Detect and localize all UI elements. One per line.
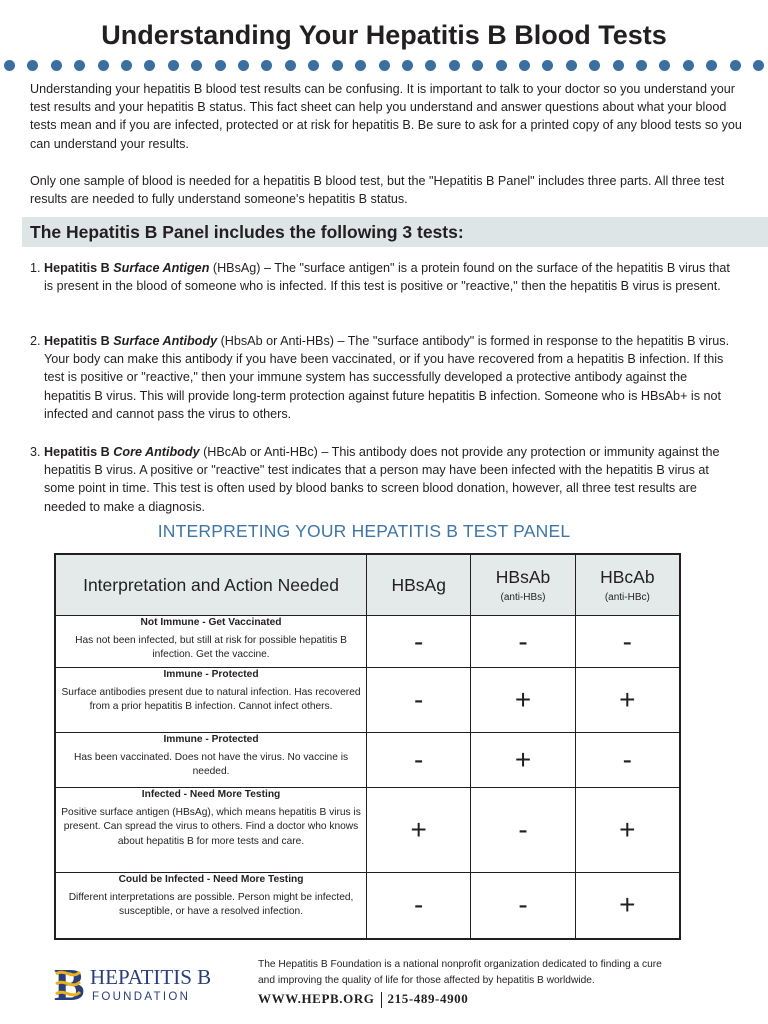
test-description: – The "surface antibody" is formed in response to the hepatitis B virus. Your body can make this antibody if you have been vaccinated, or if you have recovered from a hepatitis B infection. If this test is positive or "reactive," then your immune system has successfully developed a protective antibody against the hepatitis B virus. This will provide long-term protection against future hepatitis B infection. Someone who is HBsAb+ is not infected and cannot pass the virus to others.: [44, 334, 730, 421]
result-hbsab: +: [471, 733, 575, 788]
divider-dot: [215, 60, 226, 71]
result-hbsab: -: [471, 788, 575, 873]
result-hbcab: -: [575, 616, 680, 668]
hepatitis-b-foundation-logo: [54, 960, 234, 1006]
header-hbcab: [575, 554, 680, 616]
table-row: [55, 668, 680, 733]
divider-dot: [753, 60, 764, 71]
divider-dot: [51, 60, 62, 71]
table-row: [55, 873, 680, 939]
divider-dot: [27, 60, 38, 71]
test-description: – The "surface antigen" is a protein found on the surface of the hepatitis B virus that is present in the blood of someone who is infected. If this test is positive or "reactive," then the hepatitis B virus is present.: [44, 261, 730, 294]
test-item-surface-antigen: [30, 259, 730, 295]
divider-dot: [168, 60, 179, 71]
phone-number[interactable]: 215-489-4900: [387, 991, 469, 1006]
row-description: [55, 616, 367, 668]
divider-dot: [355, 60, 366, 71]
header-hbsab-label: HBsAb: [495, 567, 551, 587]
row-title: Immune - Protected: [163, 734, 259, 745]
row-text: Positive surface antigen (HBsAg), which means hepatitis B virus is present. Can spread the virus to others. Find a doctor who knows about hepatitis B for more tests and care.: [61, 806, 361, 847]
table-row: [55, 616, 680, 668]
divider-dot: [659, 60, 670, 71]
header-hbsab-sub: (anti-HBs): [500, 592, 546, 603]
dotted-divider: [4, 58, 764, 72]
logo-word-hepatitis: HEPATITIS B: [90, 965, 212, 989]
header-interpretation: Interpretation and Action Needed: [55, 554, 367, 616]
result-hbsab: -: [471, 873, 575, 939]
test-number: 1.: [30, 261, 41, 275]
svg-text:B: B: [54, 960, 85, 1006]
header-hbsag-label: HBsAg: [391, 574, 446, 595]
divider-dot: [519, 60, 530, 71]
result-hbsab: +: [471, 668, 575, 733]
divider-dot: [74, 60, 85, 71]
divider-dot: [589, 60, 600, 71]
divider-dot: [472, 60, 483, 71]
test-abbrev: (HbsAb or Anti-HBs): [220, 334, 334, 348]
test-abbrev: (HBcAb or Anti-HBc): [203, 445, 318, 459]
test-number: 2.: [30, 334, 41, 348]
test-number: 3.: [30, 445, 41, 459]
divider-dot: [144, 60, 155, 71]
test-description: – This antibody does not provide any protection or immunity against the hepatitis B virus. A positive or "reactive" test indicates that a person may have been infected with the hepatitis B virus at some point in time. This test is often used by blood banks to screen blood donation, however, all three test results are needed to make a diagnosis.: [44, 445, 720, 514]
result-hbsag: -: [367, 668, 471, 733]
row-title: Could be Infected - Need More Testing: [118, 874, 304, 885]
row-title: Immune - Protected: [163, 669, 259, 680]
divider-dot: [706, 60, 717, 71]
divider-dot: [730, 60, 741, 71]
divider-dot: [496, 60, 507, 71]
divider-dot: [332, 60, 343, 71]
contact-separator: [381, 992, 382, 1008]
header-hbsag: [367, 554, 471, 616]
divider-dot: [261, 60, 272, 71]
result-hbcab: -: [575, 733, 680, 788]
divider-dot: [613, 60, 624, 71]
test-name: Hepatitis B: [44, 261, 110, 275]
panel-heading: The Hepatitis B Panel includes the following 3 tests:: [22, 217, 768, 247]
header-hbcab-label: HBcAb: [600, 567, 655, 587]
row-description: [55, 788, 367, 873]
divider-dot: [425, 60, 436, 71]
footer-description: The Hepatitis B Foundation is a national nonprofit organization dedicated to finding a cure and improving the quality of life for those affected by hepatitis B worldwide.: [258, 959, 662, 986]
table-row: [55, 733, 680, 788]
divider-dot: [191, 60, 202, 71]
divider-dot: [566, 60, 577, 71]
row-text: Has not been infected, but still at risk for possible hepatitis B infection. Get the vaccine.: [75, 634, 347, 660]
page-title: Understanding Your Hepatitis B Blood Tests: [101, 20, 667, 50]
divider-dot: [402, 60, 413, 71]
row-title: Infected - Need More Testing: [141, 789, 281, 800]
test-name: Hepatitis B: [44, 334, 110, 348]
result-hbsag: -: [367, 873, 471, 939]
test-item-core-antibody: [30, 443, 730, 516]
divider-dot: [285, 60, 296, 71]
divider-dot: [4, 60, 15, 71]
divider-dot: [308, 60, 319, 71]
logo-b-mark-icon: [54, 960, 85, 1006]
divider-dot: [683, 60, 694, 71]
header-hbcab-sub: (anti-HBc): [604, 592, 650, 603]
result-hbsag: -: [367, 733, 471, 788]
divider-dot: [238, 60, 249, 71]
interpreting-title: INTERPRETING YOUR HEPATITIS B TEST PANEL: [157, 521, 571, 541]
divider-dot: [121, 60, 132, 71]
result-hbcab: +: [575, 788, 680, 873]
website-link[interactable]: WWW.HEPB.ORG: [258, 991, 375, 1006]
footer-contact: [258, 991, 468, 1008]
results-table: [54, 553, 681, 940]
divider-dot: [449, 60, 460, 71]
divider-dot: [98, 60, 109, 71]
test-name-italic: Surface Antibody: [113, 334, 218, 348]
test-item-surface-antibody: [30, 332, 730, 423]
test-abbrev: (HBsAg): [212, 261, 261, 275]
row-description: [55, 668, 367, 733]
divider-dot: [636, 60, 647, 71]
row-text: Different interpretations are possible. Person might be infected, susceptible, or have a resolved infection.: [68, 891, 354, 917]
divider-dot: [379, 60, 390, 71]
divider-dot: [542, 60, 553, 71]
table-header-row: [55, 554, 680, 616]
row-description: [55, 733, 367, 788]
intro-paragraph-1: Understanding your hepatitis B blood test results can be confusing. It is important to talk to your doctor so you understand your test results and your hepatitis B status. This fact sheet can help you understand and answer questions about what your blood tests mean and if you are infected, protected or at risk for hepatitis B. Be sure to ask for a printed copy of any blood tests so you can understand your results.: [30, 82, 742, 151]
result-hbcab: +: [575, 873, 680, 939]
test-name-italic: Core Antibody: [113, 445, 200, 459]
table-row: [55, 788, 680, 873]
result-hbsag: -: [367, 616, 471, 668]
result-hbcab: +: [575, 668, 680, 733]
result-hbsab: -: [471, 616, 575, 668]
header-hbsab: [471, 554, 575, 616]
test-name-italic: Surface Antigen: [113, 261, 210, 275]
result-hbsag: +: [367, 788, 471, 873]
test-name: Hepatitis B: [44, 445, 110, 459]
row-text: Surface antibodies present due to natural infection. Has recovered from a prior hepatitis B infection. Cannot infect others.: [61, 686, 361, 712]
row-text: Has been vaccinated. Does not have the virus. No vaccine is needed.: [73, 751, 349, 777]
row-description: [55, 873, 367, 939]
intro-paragraph-2: Only one sample of blood is needed for a hepatitis B blood test, but the "Hepatitis B Panel" includes three parts. All three test results are needed to fully understand someone's hepatitis B status.: [30, 174, 725, 207]
logo-word-foundation: FOUNDATION: [92, 991, 191, 1003]
row-title: Not Immune - Get Vaccinated: [140, 617, 282, 628]
